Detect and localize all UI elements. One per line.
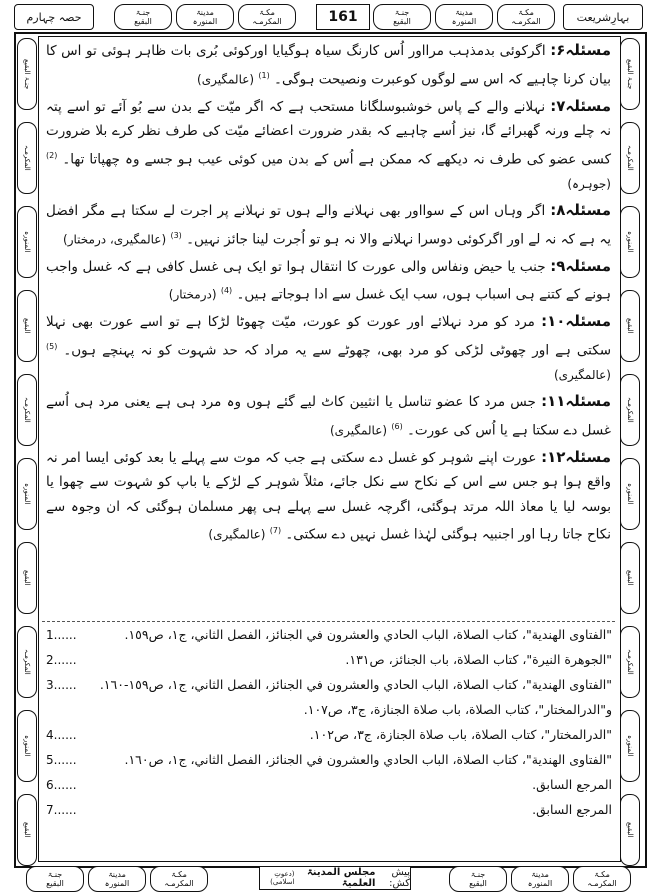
footnote-ref: (3) xyxy=(170,230,182,240)
footnote xyxy=(46,776,612,794)
footnote-continuation: و"الدرالمختار"، كتاب الصلاة، باب صلاة الجنازة، ج٣، ص١٠٧. xyxy=(303,702,612,717)
masala-label: مسئلہ۱۰: xyxy=(541,312,611,330)
source-ref: (عالمگیری، درمختار) xyxy=(63,232,167,246)
masala-paragraph xyxy=(42,38,615,92)
badge-line: مدینۃ xyxy=(196,8,214,17)
side-badge: المکرمـہ xyxy=(17,374,37,446)
masala-label: مسئلہ۱۲: xyxy=(541,447,611,466)
header-badge-madinah xyxy=(176,4,234,30)
side-badge: المکرمـہ xyxy=(17,626,37,698)
badge-line: المکرمـہ xyxy=(164,879,194,888)
side-badge: البقیع xyxy=(17,794,37,866)
side-badge: البقیع xyxy=(620,794,640,866)
footnote-number: 4...... xyxy=(46,728,77,742)
main-text xyxy=(42,38,615,549)
badge-line: جنـۃ xyxy=(470,870,486,879)
badge-line: المکرمـہ xyxy=(511,17,541,26)
source-ref: (درمختار) xyxy=(168,287,217,302)
header-badge-baqi xyxy=(114,4,172,30)
side-badge: البقیع xyxy=(17,290,37,362)
badge-line: المکرمـہ xyxy=(252,17,282,26)
footer-badge-baqi xyxy=(26,866,84,892)
footer-badge-makkah xyxy=(573,866,631,892)
badge-line: مدینۃ xyxy=(531,870,549,879)
side-badge: المکرمـہ xyxy=(17,122,37,194)
badge-line: مکـۃ xyxy=(518,8,534,17)
footnote-divider xyxy=(42,621,615,622)
masala-text: اگر وہاں اس کے سوااور بھی نہلانے والے ہوں تو نہلانے پر اجرت لے سکتا ہے مگر افضل یہ ہے کہ نہ لے اور اگرکوئی دوسرا نہلانے والا نہ ہو تو اُجرت لینا جائز نہیں۔ xyxy=(46,203,611,247)
footnote xyxy=(46,676,612,694)
footnote-text: "الفتاوى الهندية"، كتاب الصلاة، الباب الحادي والعشرون في الجنائز، الفصل الثاني، ج١، ص١٥٩. xyxy=(124,627,612,642)
footnotes xyxy=(46,626,612,826)
footnote-number: 3...... xyxy=(46,678,77,692)
publisher-suffix: (دعوتِ اسلامی) xyxy=(270,870,295,886)
badge-line: البقیع xyxy=(134,17,152,26)
footnote-text: "الدرالمختار"، كتاب الصلاة، باب صلاة الجنازة، ج٣، ص١٠٢. xyxy=(309,727,612,742)
header-badge-makkah xyxy=(497,4,555,30)
footnote-ref: (5) xyxy=(46,341,58,351)
side-badge: المنورہ xyxy=(620,458,640,530)
header-badge-madinah xyxy=(435,4,493,30)
masala-paragraph xyxy=(42,198,615,252)
masala-text: اگرکوئی بدمذہب مرااور اُس کارنگ سیاہ ہوگیایا اورکوئی بُری بات ظاہر ہوئی تو اس کا بیان کرنا چاہیے کہ اس سے لوگوں کوعبرت ونصیحت ہوگی۔ xyxy=(46,43,611,87)
masala-text: عورت اپنے شوہر کو غسل دے سکتی ہے جب کہ موت سے پہلے یا بعد کوئی ایسا امر نہ واقع ہوا ہو جس سے اس کے نکاح سے نکل جائے، مثلاً شوہر کے لڑکے یا باپ کو شہوت سے چھوا یا بوسہ لیا یا معاذ اللہ مرتد ہوگئی، اگرچہ غسل سے پہلے ہی پھر مسلمان ہوگئی کہ ان وجوہ سے نکاح جاتا رہا اور اجنبیہ ہوگئی لہٰذا غسل نہیں دے سکتی۔ xyxy=(46,449,611,543)
masala-label: مسئلہ۶: xyxy=(550,41,611,59)
book-title: بہارِشریعت xyxy=(563,4,643,30)
badge-line: البقیع xyxy=(46,879,64,888)
header-badge-baqi xyxy=(373,4,431,30)
badge-line: جنـۃ xyxy=(47,870,63,879)
side-badge: المنورہ xyxy=(620,206,640,278)
badge-line: مدینۃ xyxy=(455,8,473,17)
footnote-ref: (6) xyxy=(391,421,403,431)
footnote-text: "الجوهرة النيرة"، كتاب الصلاة، باب الجنائز، ص١٣١. xyxy=(345,652,612,667)
side-badge: البقیع xyxy=(17,542,37,614)
badge-line: المنورہ xyxy=(104,879,130,888)
footnote xyxy=(46,726,612,744)
masala-text: جنب یا حیض ونفاس والی عورت کا انتقال ہوا تو ایک ہی غسل کافی ہے کہ غسل واجب ہونے کے کتنے ہی اسباب ہوں، سب ایک غسل سے ادا ہوجاتے ہیں۔ xyxy=(46,258,611,303)
side-badge: المنورہ xyxy=(17,710,37,782)
source-ref: (عالمگیری) xyxy=(330,423,388,437)
publisher-name: مجلس المدینۃ العلمیۃ xyxy=(306,867,376,889)
footer-badge-madinah xyxy=(88,866,146,892)
side-badge: جنـۃ البقیع xyxy=(17,38,37,110)
side-badge: المنورہ xyxy=(620,710,640,782)
masala-label: مسئلہ۸: xyxy=(550,201,611,219)
badge-line: المنورہ xyxy=(527,879,553,888)
header-badge-makkah xyxy=(238,4,296,30)
masala-text: جس مرد کا عضو تناسل یا انثیین کاٹ لیے گئے ہوں وہ مرد ہی ہے یعنی مرد ہی اُسے غسل دے سکتا ہے یا اُس کی عورت۔ xyxy=(46,394,611,438)
source-ref: (عالمگیری) xyxy=(553,367,611,382)
page-footer xyxy=(14,866,643,890)
side-badge: المکرمـہ xyxy=(620,122,640,194)
masala-paragraph xyxy=(42,309,615,387)
footnote-number: 7...... xyxy=(46,803,77,817)
badge-line: مدینۃ xyxy=(108,870,126,879)
footnote-ref: (4) xyxy=(220,286,233,295)
badge-line: مکـۃ xyxy=(259,8,275,17)
masala-label: مسئلہ۷: xyxy=(550,96,611,115)
masala-paragraph xyxy=(42,254,615,308)
side-badge: المکرمـہ xyxy=(620,374,640,446)
side-badge: المنورہ xyxy=(17,206,37,278)
footnote-ref: (1) xyxy=(258,70,270,80)
footnote xyxy=(46,751,612,769)
side-badge: البقیع xyxy=(620,290,640,362)
footer-badge-makkah xyxy=(150,866,208,892)
badge-line: جنـۃ xyxy=(135,8,151,17)
footnote-number: 5...... xyxy=(46,753,77,767)
side-ornament-right xyxy=(620,38,640,878)
footnote-text: "الفتاوى الهندية"، كتاب الصلاة، الباب الحادي والعشرون في الجنائز، الفصل الثاني، ج١، ص١٥٩-١٦٠. xyxy=(99,677,612,692)
page-header xyxy=(14,4,643,30)
footnote-text: المرجع السابق. xyxy=(532,777,612,792)
masala-paragraph xyxy=(42,389,615,443)
masala-text: نہلانے والے کے پاس خوشبوسلگانا مستحب ہے کہ اگر میّت کے بدن سے بُو آئے تو اسے پتہ نہ چلے ورنہ گھبرائے گا، نیز اُسے چاہیے کہ بقدر ضرورت اعضائے میّت کی طرف نظر کرے بلا ضرورت کسی عضو کی طرف نہ دیکھے کہ ممکن ہے اُس کے بدن میں کوئی عیب ہو جسے وہ چھپاتا تھا۔ xyxy=(46,98,611,167)
badge-line: البقیع xyxy=(469,879,487,888)
footnote-number: 1...... xyxy=(46,628,77,642)
footer-badge-madinah xyxy=(511,866,569,892)
masala-paragraph xyxy=(42,445,615,548)
side-badge: المنورہ xyxy=(17,458,37,530)
side-badge: البقیع xyxy=(620,542,640,614)
footnote-ref: (2) xyxy=(46,150,58,160)
footnote-number: 6...... xyxy=(46,778,77,792)
footnote-number: 2...... xyxy=(46,653,77,667)
masala-label: مسئلہ۹: xyxy=(550,256,612,275)
source-ref: (جوہرہ) xyxy=(567,176,611,191)
badge-line: المنورہ xyxy=(451,17,477,26)
masala-label: مسئلہ۱۱: xyxy=(541,392,611,410)
footnote-text: المرجع السابق. xyxy=(532,802,612,817)
publisher-credit xyxy=(259,866,411,890)
source-ref: (عالمگیری) xyxy=(197,72,255,86)
side-ornament-left xyxy=(17,38,37,878)
source-ref: (عالمگیری) xyxy=(208,527,266,542)
footnote-text: "الفتاوى الهندية"، كتاب الصلاة، الباب الحادي والعشرون في الجنائز، الفصل الثاني، ج١، ص١٦٠. xyxy=(124,752,612,767)
footnote xyxy=(46,651,612,669)
masala-text: مرد کو مرد نہلائے اور عورت کو عورت، میّت چھوٹا لڑکا ہے تو اسے عورت بھی نہلا سکتی ہے اور چھوٹی لڑکی کو مرد بھی، چھوٹے سے یہ مراد کہ حد شہوت کو نہ پہنچے ہوں۔ xyxy=(46,314,611,358)
publisher-prefix: پیش کش: xyxy=(389,867,410,889)
badge-line: البقیع xyxy=(393,17,411,26)
section-label: حصہ چہارم xyxy=(14,4,94,30)
footer-badge-baqi xyxy=(449,866,507,892)
footnote xyxy=(46,801,612,819)
badge-line: جنـۃ xyxy=(394,8,410,17)
side-badge: المکرمـہ xyxy=(620,626,640,698)
side-badge: جنـۃ البقیع xyxy=(620,38,640,110)
footnote-ref: (7) xyxy=(269,526,282,535)
badge-line: مکـۃ xyxy=(171,870,187,879)
badge-line: مکـۃ xyxy=(594,870,610,879)
badge-line: المنورہ xyxy=(192,17,218,26)
page-number: 161 xyxy=(316,4,370,30)
masala-paragraph xyxy=(42,94,615,197)
footnote xyxy=(46,626,612,644)
badge-line: المکرمـہ xyxy=(587,879,617,888)
